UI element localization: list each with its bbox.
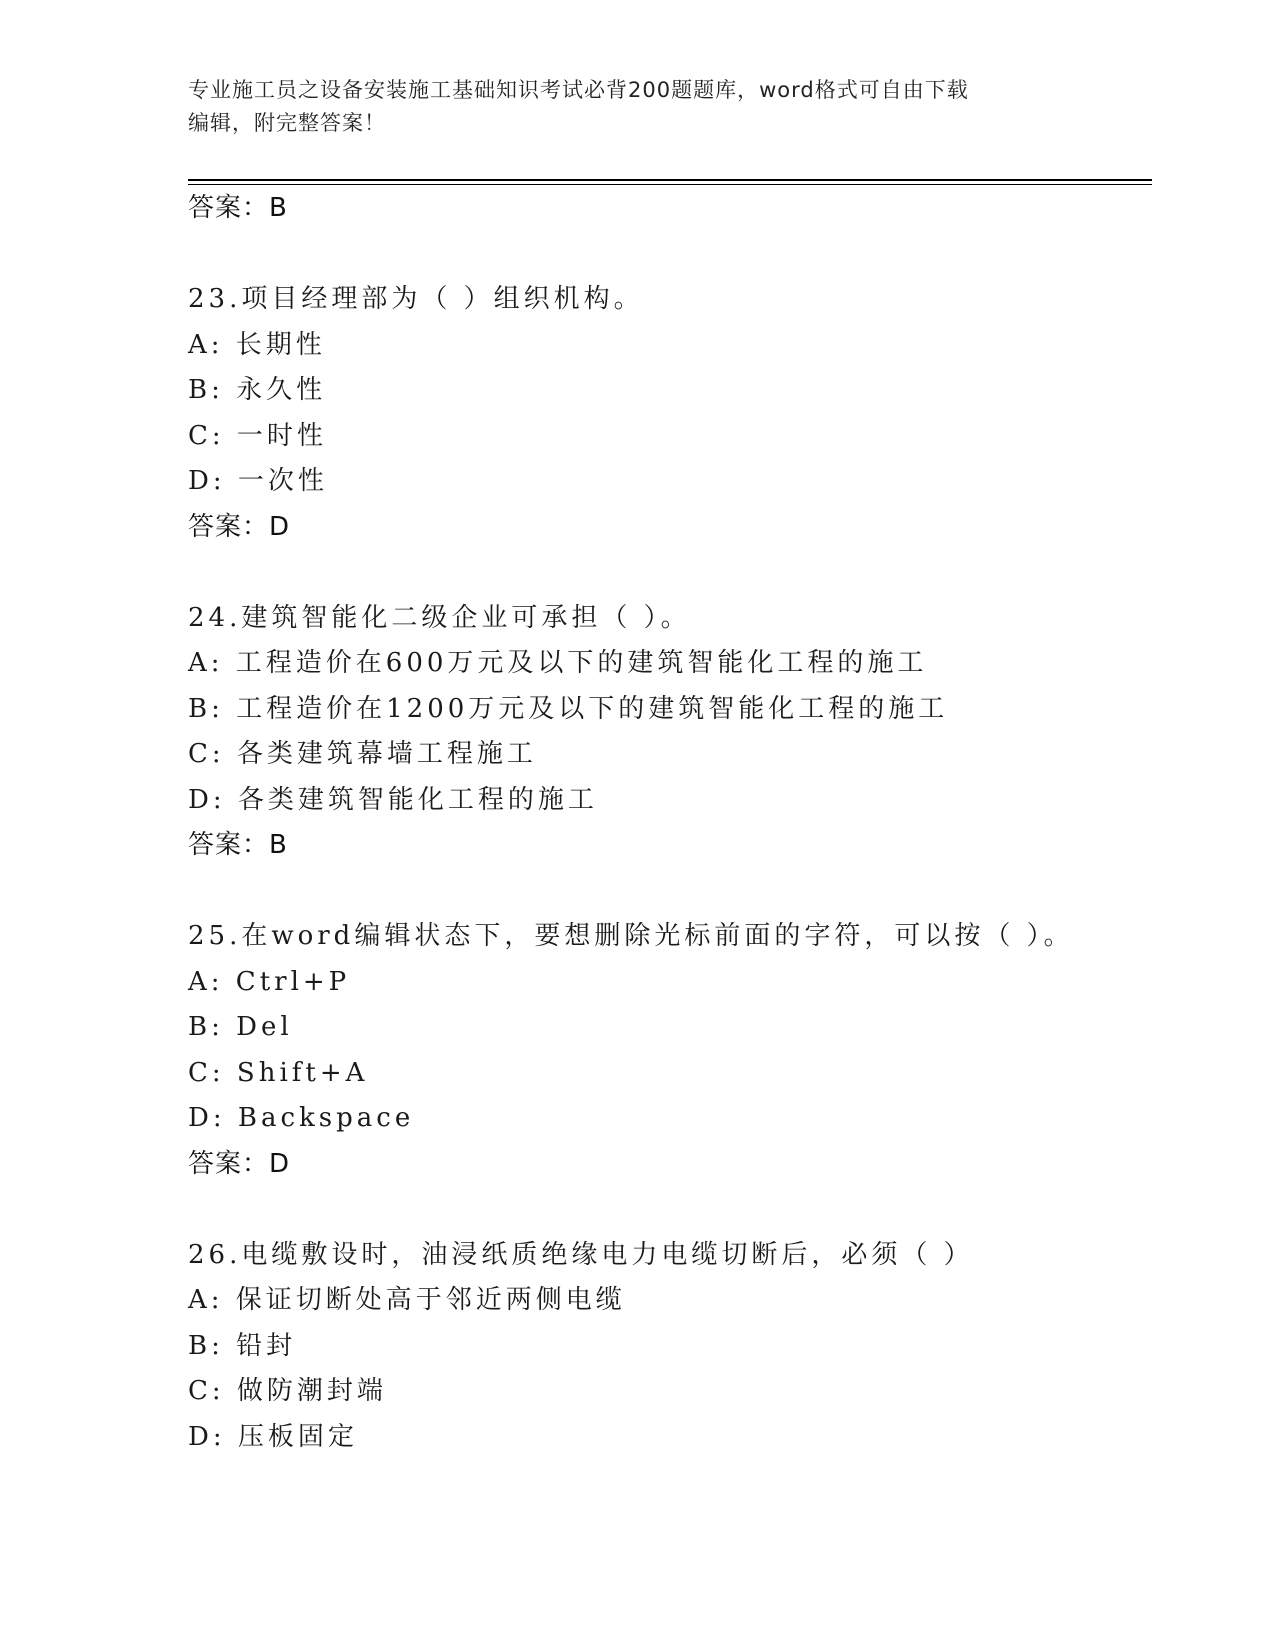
question-26-option-b: B: 铅封: [188, 1330, 297, 1361]
question-23-option-a: A: 长期性: [188, 329, 326, 360]
spacer: [188, 868, 1152, 914]
question-25-option-d: D: Backspace: [188, 1103, 415, 1133]
question-23-option-d: D: 一次性: [188, 466, 328, 496]
question-24-text: 24.建筑智能化二级企业可承担（ ）。: [188, 602, 691, 633]
question-23-option-b: B: 永久性: [188, 375, 327, 405]
question-25-option-c: C: Shift+A: [188, 1057, 369, 1088]
header-divider-thin: [188, 184, 1152, 185]
question-26-option-c: C: 做防潮封端: [188, 1376, 387, 1406]
question-24-option-b: B: 工程造价在1200万元及以下的建筑智能化工程的施工: [188, 693, 949, 724]
header-divider-thick: [188, 179, 1152, 181]
spacer: [188, 550, 1152, 596]
question-25-answer: 答案：D: [188, 1148, 291, 1179]
question-list: [188, 186, 1152, 1460]
question-24-answer: 答案：B: [188, 830, 288, 860]
question-26-option-a: A: 保证切断处高于邻近两侧电缆: [188, 1285, 626, 1315]
spacer: [188, 231, 1152, 277]
header-title-line-2: 编辑，附完整答案！: [188, 111, 386, 135]
question-23-text: 23.项目经理部为（ ）组织机构。: [188, 284, 644, 314]
question-25-text: 25.在word编辑状态下，要想删除光标前面的字符，可以按（ ）。: [188, 921, 1074, 951]
question-26-text: 26.电缆敷设时，油浸纸质绝缘电力电缆切断后，必须（ ）: [188, 1239, 974, 1270]
question-25-option-b: B: Del: [188, 1012, 293, 1042]
question-23-option-c: C: 一时性: [188, 420, 327, 451]
question-24-option-d: D: 各类建筑智能化工程的施工: [188, 784, 598, 815]
answer-line: 答案：B: [188, 193, 288, 223]
header-title-line-1: 专业施工员之设备安装施工基础知识考试必背200题题库，word格式可自由下载: [188, 78, 969, 102]
question-23-answer: 答案：D: [188, 511, 291, 542]
document-header: [188, 74, 1088, 140]
question-24-option-a: A: 工程造价在600万元及以下的建筑智能化工程的施工: [188, 648, 928, 678]
question-24-option-c: C: 各类建筑幕墙工程施工: [188, 739, 537, 769]
question-25-option-a: A: Ctrl+P: [188, 966, 351, 997]
spacer: [188, 1187, 1152, 1233]
question-26-option-d: D: 压板固定: [188, 1421, 358, 1452]
